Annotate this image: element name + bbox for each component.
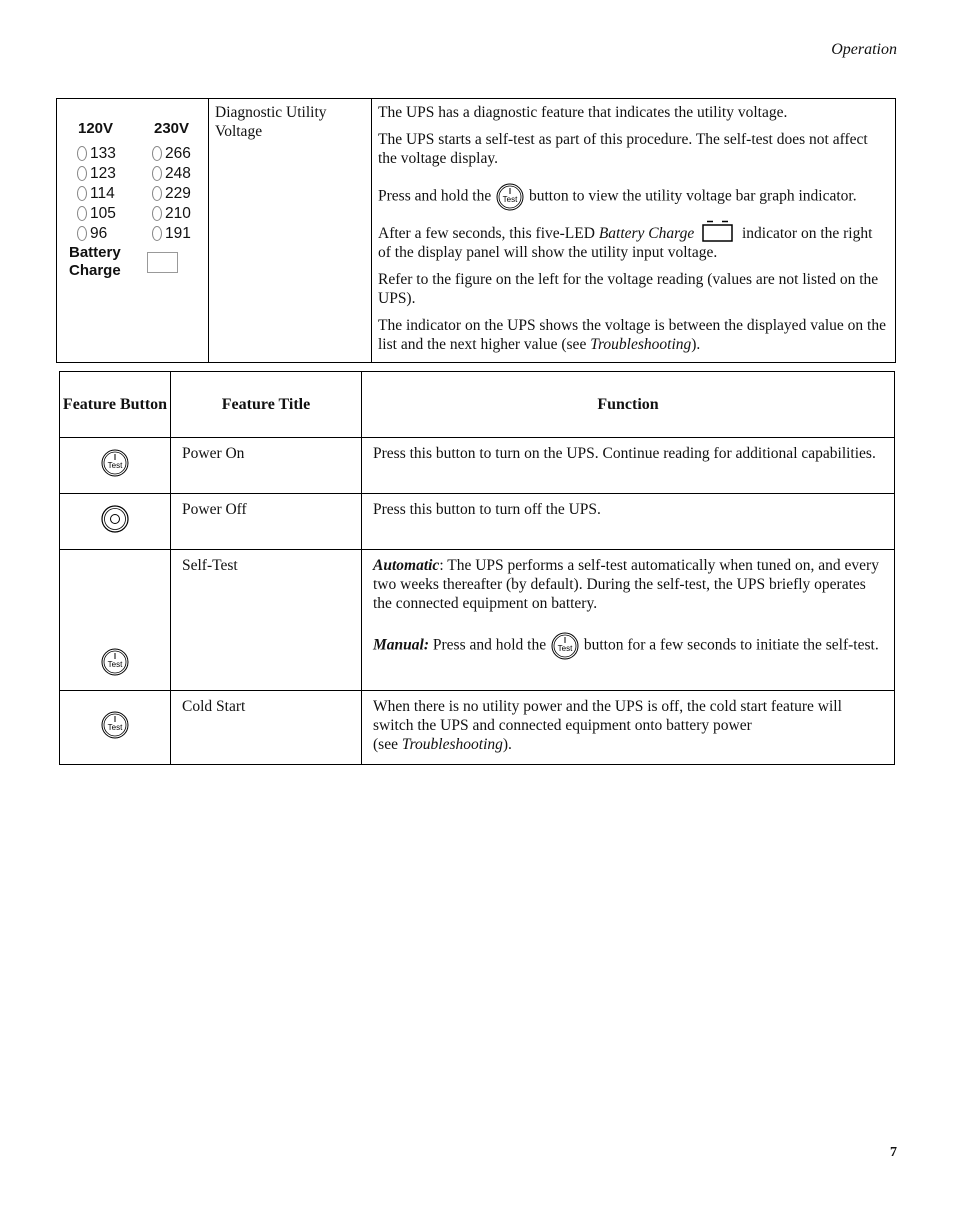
- led-icon: [77, 166, 87, 181]
- table-row: [60, 550, 895, 691]
- paragraph: Manual: Press and hold the Test button for a few seconds to initiate the self-test.: [373, 631, 883, 661]
- feature-table: [59, 371, 895, 765]
- led-icon: [77, 206, 87, 221]
- led-icon: [152, 186, 162, 201]
- paragraph: Automatic: The UPS performs a self-test automatically when tuned on, and every two weeks thereafter (by default). During the self-test, the UPS briefly operates the connected equipment on battery.: [373, 557, 879, 612]
- svg-text:Test: Test: [107, 660, 123, 669]
- icon-cell: [60, 691, 171, 765]
- led-120-row: 133: [77, 144, 116, 163]
- paragraph: The indicator on the UPS shows the voltage is between the displayed value on the list and the next higher value (see Troubleshooting).: [378, 317, 886, 353]
- header-feature-button: Feature Button: [60, 372, 171, 438]
- led-icon: [152, 226, 162, 241]
- paragraph: The UPS has a diagnostic feature that indicates the utility voltage.: [378, 104, 788, 121]
- led-230-row: 229: [152, 184, 191, 203]
- svg-text:Test: Test: [502, 195, 518, 204]
- power-off-icon: [100, 504, 130, 534]
- page-number: 7: [890, 1145, 897, 1160]
- header-feature-title: Feature Title: [171, 372, 362, 438]
- voltage-figure-cell: [57, 99, 209, 363]
- led-120-row: 114: [77, 184, 115, 203]
- test-button-icon: [100, 448, 130, 478]
- paragraph: Press and hold the Test button to view the utility voltage bar graph indicator.: [378, 182, 889, 212]
- svg-text:Test: Test: [107, 723, 123, 732]
- paragraph: The UPS starts a self-test as part of this procedure. The self-test does not affect the voltage display.: [378, 131, 868, 167]
- page-header-section: Operation: [831, 41, 897, 58]
- feature-title: Power On: [171, 438, 362, 494]
- battery-charge-label: Battery Charge: [69, 244, 121, 279]
- led-icon: [152, 206, 162, 221]
- led-230-row: 266: [152, 144, 191, 163]
- diagnostic-voltage-table: [56, 98, 896, 363]
- table-row: [60, 494, 895, 550]
- battery-icon: [702, 220, 734, 242]
- header-function: Function: [362, 372, 895, 438]
- led-230-row: 191: [152, 224, 191, 243]
- voltage-figure: [57, 99, 208, 299]
- battery-charge-box: [147, 252, 178, 273]
- test-button-icon: [550, 631, 580, 661]
- led-230-row: 210: [152, 204, 191, 223]
- led-icon: [77, 226, 87, 241]
- led-120-row: 96: [77, 224, 107, 243]
- feature-function: When there is no utility power and the UPS is off, the cold start feature will switch the UPS and connected equipment onto battery power (see Troubleshooting).: [362, 691, 895, 765]
- led-icon: [77, 146, 87, 161]
- diagnostic-description-cell: [372, 99, 896, 363]
- test-button-icon: [495, 182, 525, 212]
- led-icon: [152, 146, 162, 161]
- svg-text:Test: Test: [557, 644, 573, 653]
- test-button-icon: [100, 647, 130, 677]
- icon-cell: [60, 550, 171, 691]
- test-button-icon: [100, 710, 130, 740]
- paragraph: Refer to the figure on the left for the voltage reading (values are not listed on the UPS).: [378, 271, 879, 307]
- led-icon: [77, 186, 87, 201]
- table-row: [60, 691, 895, 765]
- feature-title: Power Off: [171, 494, 362, 550]
- feature-function: Press this button to turn on the UPS. Continue reading for additional capabilities.: [362, 438, 895, 494]
- col-230v-header: 230V: [154, 120, 190, 137]
- feature-function: [362, 550, 895, 691]
- feature-function: Press this button to turn off the UPS.: [362, 494, 895, 550]
- feature-title: Cold Start: [171, 691, 362, 765]
- col-120v-header: 120V: [78, 120, 114, 137]
- paragraph: After a few seconds, this five-LED Battery Charge indicator on the right of the display panel will show the utility input voltage.: [378, 220, 889, 262]
- table-row: [60, 438, 895, 494]
- led-icon: [152, 166, 162, 181]
- led-120-row: 123: [77, 164, 116, 183]
- icon-cell: [60, 438, 171, 494]
- feature-title: Self-Test: [171, 550, 362, 691]
- led-230-row: 248: [152, 164, 191, 183]
- svg-text:Test: Test: [107, 461, 123, 470]
- led-120-row: 105: [77, 204, 116, 223]
- icon-cell: [60, 494, 171, 550]
- diagnostic-title-cell: Diagnostic Utility Voltage: [209, 99, 372, 363]
